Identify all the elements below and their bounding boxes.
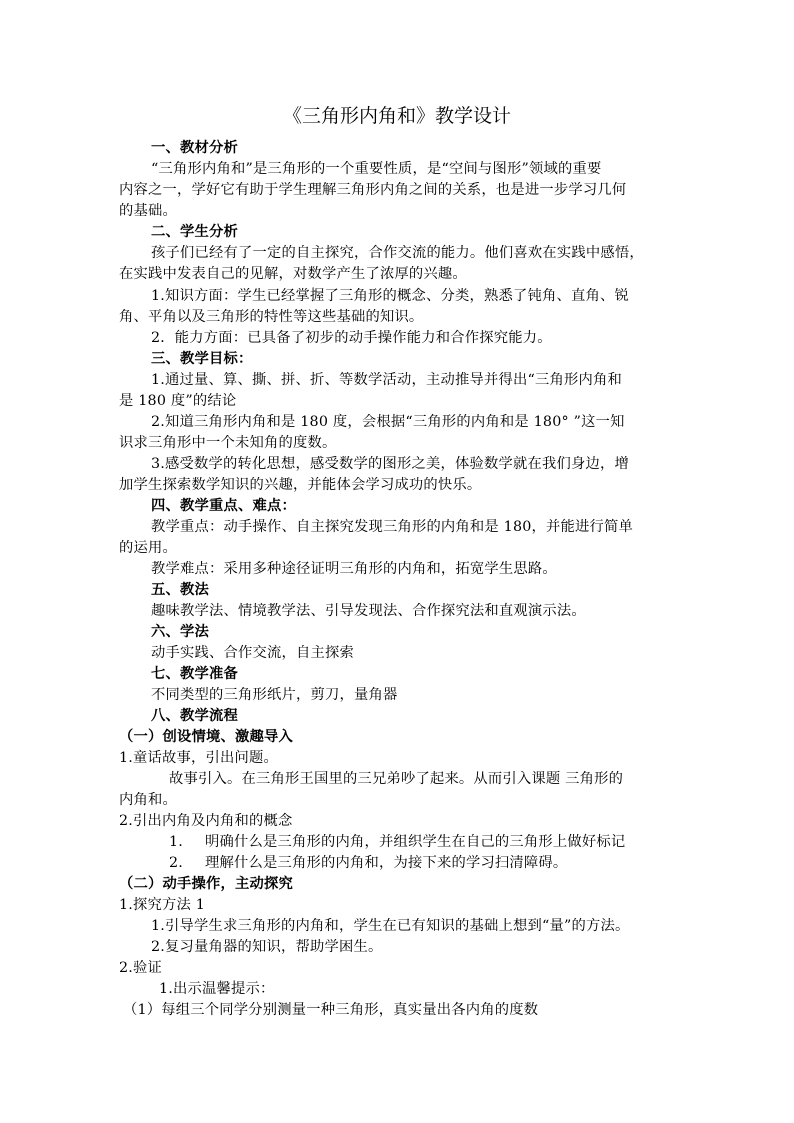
- subheading-hands-on: （二）动手操作，主动探究: [119, 876, 293, 892]
- heading-learning-method: 六、学法: [151, 624, 209, 640]
- list-item-number: 1.: [169, 834, 184, 850]
- paragraph-line: 孩子们已经有了一定的自主探究，合作交流的能力。他们喜欢在实践中感悟，: [151, 245, 644, 261]
- paragraph-line: 加学生探索数学知识的兴趣，并能体会学习成功的快乐。: [119, 477, 482, 493]
- paragraph-line: 在实践中发表自己的见解，对数学产生了浓厚的兴趣。: [119, 266, 467, 282]
- paragraph-line: 的基础。: [119, 203, 177, 219]
- paragraph-line: 2.验证: [119, 960, 163, 976]
- paragraph-line: 教学重点：动手操作、自主探究发现三角形的内角和是 180，并能进行简单: [151, 519, 634, 535]
- paragraph-line: 趣味教学法、情境教学法、引导发现法、合作探究法和直观演示法。: [151, 603, 586, 619]
- paragraph-line: “三角形内角和”是三角形的一个重要性质，是“空间与图形”领域的重要: [151, 161, 602, 177]
- heading-key-points: 四、教学重点、难点：: [151, 498, 296, 514]
- paragraph-line: 是 180 度”的结论: [119, 393, 237, 409]
- heading-teaching-goals: 三、教学目标：: [151, 351, 253, 367]
- paragraph-line: 教学难点：采用多种途径证明三角形的内角和，拓宽学生思路。: [151, 561, 557, 577]
- paragraph-line: 3.感受数学的转化思想，感受数学的图形之美，体验数学就在我们身边，增: [151, 456, 629, 472]
- paragraph-line: 2.引出内角及内角和的概念: [119, 813, 293, 829]
- subheading-scenario: （一）创设情境、激趣导入: [119, 729, 293, 745]
- paragraph-line: 内角和。: [119, 792, 177, 808]
- paragraph-line: 不同类型的三角形纸片，剪刀，量角器: [151, 687, 398, 703]
- paragraph-line: 1.通过量、算、撕、拼、折、等数学活动，主动推导并得出“三角形内角和: [151, 372, 622, 388]
- paragraph-line: 1.探究方法 1: [119, 897, 206, 913]
- paragraph-line: 1.出示温馨提示：: [159, 981, 275, 997]
- paragraph-line: 的运用。: [119, 540, 177, 556]
- paragraph-line: 2．能力方面：已具备了初步的动手操作能力和合作探究能力。: [151, 330, 552, 346]
- heading-student-analysis: 二、学生分析: [151, 224, 238, 240]
- document-title: 《三角形内角和》教学设计: [282, 105, 511, 127]
- paragraph-line: 1.童话故事，引出问题。: [119, 750, 279, 766]
- list-item-number: 2.: [169, 855, 184, 871]
- list-item: 明确什么是三角形的内角，并组织学生在自己的三角形上做好标记: [205, 834, 626, 850]
- paragraph-line: 角、平角以及三角形的特性等这些基础的知识。: [119, 309, 424, 325]
- paragraph-line: 1.引导学生求三角形的内角和，学生在已有知识的基础上想到“量”的方法。: [151, 918, 630, 934]
- paragraph-line: 内容之一，学好它有助于学生理解三角形内角之间的关系，也是进一步学习几何: [119, 182, 627, 198]
- paragraph-line: 2.复习量角器的知识，帮助学困生。: [151, 939, 383, 955]
- heading-preparation: 七、教学准备: [151, 666, 238, 682]
- paragraph-line: 1.知识方面：学生已经掌握了三角形的概念、分类，熟悉了钝角、直角、锐: [151, 288, 629, 304]
- paragraph-line: （1）每组三个同学分别测量一种三角形，真实量出各内角的度数: [123, 1002, 539, 1018]
- heading-textbook-analysis: 一、教材分析: [151, 140, 238, 156]
- paragraph-line: 识求三角形中一个未知角的度数。: [119, 435, 337, 451]
- list-item: 理解什么是三角形的内角和，为接下来的学习扫清障碍。: [205, 855, 568, 871]
- paragraph-line: 动手实践、合作交流，自主探索: [151, 645, 354, 661]
- paragraph-line: 2.知道三角形内角和是 180 度，会根据“三角形的内角和是 180° ”这一知: [151, 414, 625, 430]
- heading-teaching-flow: 八、教学流程: [151, 708, 238, 724]
- heading-teaching-method: 五、教法: [151, 582, 209, 598]
- paragraph-line: 故事引入。在三角形王国里的三兄弟吵了起来。从而引入课题 三角形的: [169, 771, 624, 787]
